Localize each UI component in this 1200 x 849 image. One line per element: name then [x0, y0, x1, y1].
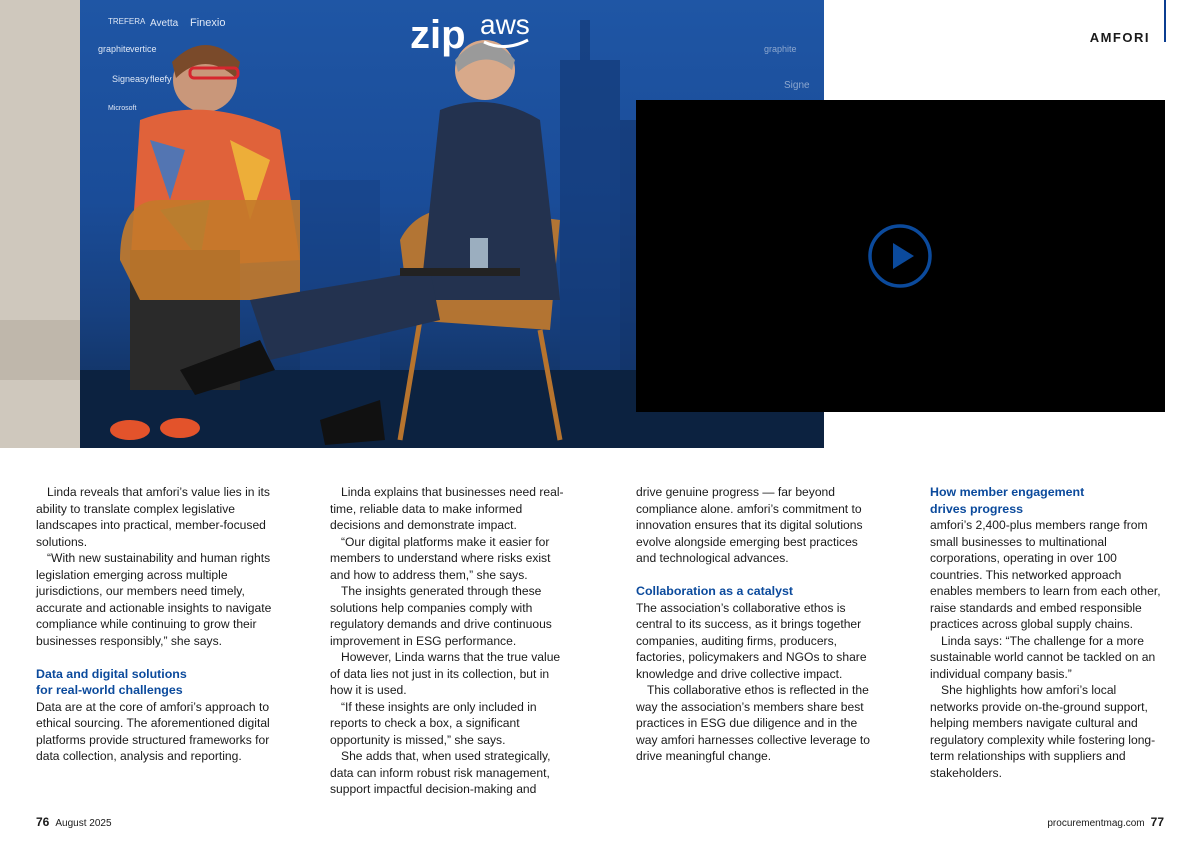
paragraph: drive genuine progress — far beyond compliance alone. amfori’s commitment to innovation ensures that its digital solutions evolve alongside emerging best practices and technological advances. — [636, 485, 863, 565]
svg-text:graphite: graphite — [98, 44, 131, 54]
svg-text:fleefy: fleefy — [150, 74, 172, 84]
svg-text:Avetta: Avetta — [150, 18, 179, 29]
svg-text:Signeasy: Signeasy — [112, 74, 150, 84]
svg-text:graphite: graphite — [764, 44, 797, 54]
subheading — [36, 666, 276, 699]
subheading-line: drives progress — [930, 501, 1023, 516]
play-icon[interactable] — [868, 224, 932, 288]
website-link[interactable]: procurementmag.com — [1047, 818, 1145, 829]
svg-text:TREFERA: TREFERA — [108, 17, 146, 26]
paragraph: “If these insights are only included in reports to check a box, a significant opportunity is missed,” she says. — [330, 699, 537, 747]
sponsor-logo-aws: aws — [480, 9, 530, 40]
text-column-3 — [636, 484, 872, 765]
svg-text:vertice: vertice — [130, 44, 157, 54]
subheading-line: Data and digital solutions — [36, 666, 187, 681]
paragraph: Linda says: “The challenge for a more sustainable world cannot be tackled on an individual company basis.” — [930, 633, 1156, 681]
text-column-4 — [930, 484, 1164, 781]
sponsor-logo-zip: zip — [410, 13, 466, 57]
paragraph: This collaborative ethos is reflected in the way the association’s members share best practices in ESG due diligence and in the way amfori harnesses collective leverage to drive meaningful change. — [636, 683, 870, 763]
subheading — [930, 484, 1164, 517]
header-rule — [1164, 0, 1166, 42]
subheading: Collaboration as a catalyst — [636, 584, 794, 598]
video-player[interactable] — [636, 100, 1165, 412]
paragraph: “Our digital platforms make it easier for members to understand where risks exist and how to address them,” she says. — [330, 534, 551, 582]
svg-text:Signe: Signe — [784, 80, 810, 91]
paragraph: She highlights how amfori’s local networks provide on-the-ground support, helping members navigate cultural and regulatory complexity while fostering long-term relationships with suppliers and stakeholders. — [930, 683, 1156, 780]
paragraph: Linda reveals that amfori’s value lies in its ability to translate complex legislative landscapes into practical, member-focused solutions. — [36, 485, 270, 549]
subheading-line: for real-world challenges — [36, 683, 183, 697]
page-number: 77 — [1150, 815, 1164, 829]
wall — [0, 0, 80, 448]
text-column-1 — [36, 484, 276, 765]
paragraph: amfori’s 2,400-plus members range from small businesses to multinational corporations, operating in over 100 countries. This networked approach enables members to learn from each other, raise standards and embed responsible practices across global supply chains. — [930, 518, 1161, 631]
paragraph: However, Linda warns that the true value of data lies not just in its collection, but in how it is used. — [330, 650, 561, 697]
paragraph: The association’s collaborative ethos is central to its success, as it brings together companies, auditing firms, producers, factories, policymakers and NGOs to share knowledge and drive collective impact. — [636, 600, 867, 681]
svg-text:Finexio: Finexio — [190, 17, 226, 29]
subheading-line: How member engagement — [930, 485, 1085, 499]
paragraph: The insights generated through these solutions help companies comply with regulatory demands and drive continuous improvement in ESG performance. — [330, 584, 552, 648]
paragraph: Linda explains that businesses need real-time, reliable data to make informed decisions and demonstrate impact. — [330, 485, 564, 532]
svg-text:Microsoft: Microsoft — [108, 105, 137, 112]
footer-right — [1047, 815, 1164, 829]
paragraph: Data are at the core of amfori’s approach to ethical sourcing. The aforementioned digital platforms provide structured frameworks for data collection, analysis and reporting. — [36, 699, 270, 763]
brand-name: AMFORI — [1089, 30, 1150, 45]
paragraph: “With new sustainability and human rights legislation emerging across multiple jurisdictions, our members need timely, accurate and actionable insights to navigate compliance while continuing to grow their businesses responsibly,” she says. — [36, 551, 272, 648]
issue-date: August 2025 — [55, 818, 112, 829]
footer-left — [36, 815, 112, 829]
text-column-2 — [330, 484, 568, 798]
paragraph: She adds that, when used strategically, data can inform robust risk management, support impactful decision-making and — [330, 749, 551, 796]
page-number: 76 — [36, 815, 50, 829]
